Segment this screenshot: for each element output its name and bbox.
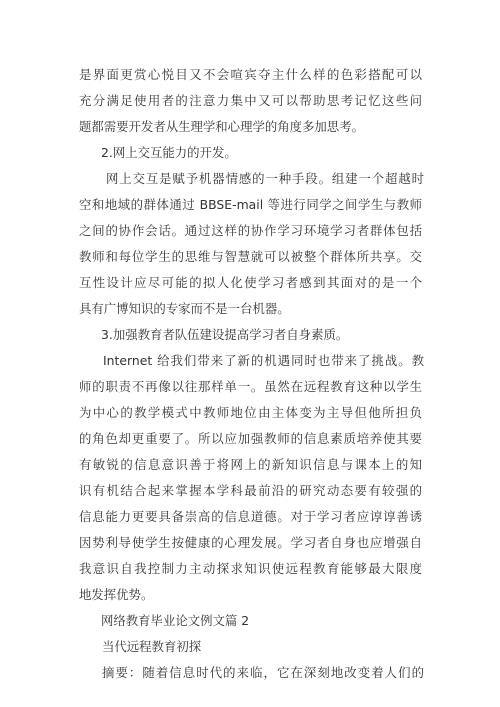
section-heading-3: 3.加强教育者队伍建设提高学习者自身素质。 (101, 327, 349, 342)
interaction-line-6: 具有广博知识的专家而不是一台机器。 (79, 301, 290, 316)
internet-line-9: 我意识自我控制力主动探求知识使远程教育能够最大限度 (79, 561, 422, 576)
internet-line-10: 地发挥优势。 (79, 587, 154, 602)
internet-line-8: 因势利导使学生按健康的心理发展。学习者自身也应增强自 (79, 535, 422, 550)
internet-line-5: 有敏锐的信息意识善于将网上的新知识信息与课本上的知 (79, 457, 422, 472)
interaction-line-1: 网上交互是赋予机器情感的一种手段。组建一个超越时 (106, 171, 424, 186)
abstract-line: 摘要：随着信息时代的来临，它在深刻地改变着人们的 (102, 665, 424, 680)
internet-line-7: 信息能力更要具备崇高的信息道德。对于学习者应谆谆善诱 (79, 509, 422, 524)
intro-line-2: 充分满足使用者的注意力集中又可以帮助思考记忆这些问 (79, 93, 422, 108)
interaction-line-5: 互性设计应尽可能的拟人化使学习者感到其面对的是一个 (79, 275, 422, 290)
internet-line-1: Internet 给我们带来了新的机遇同时也带来了挑战。教 (103, 353, 424, 368)
internet-line-3: 为中心的教学模式中教师地位由主体变为主导但他所担负 (79, 405, 422, 420)
article-title: 网络教育毕业论文例文篇 2 (101, 613, 250, 628)
section-heading-2: 2.网上交互能力的开发。 (101, 145, 237, 160)
interaction-line-4: 教师和每位学生的思维与智慧就可以被整个群体所共享。交 (79, 249, 422, 264)
interaction-line-3: 之间的协作会话。通过这样的协作学习环境学习者群体包括 (79, 223, 422, 238)
internet-line-4: 的角色却更重要了。所以应加强教师的信息素质培养使其要 (79, 431, 422, 446)
internet-line-6: 识有机结合起来掌握本学科最前沿的研究动态要有较强的 (79, 483, 422, 498)
intro-line-3: 题都需要开发者从生理学和心理学的角度多加思考。 (79, 119, 364, 134)
internet-line-2: 师的职责不再像以往那样单一。虽然在远程教育这种以学生 (79, 379, 422, 394)
article-subtitle: 当代远程教育初探 (102, 639, 202, 654)
intro-line-1: 是界面更赏心悦目又不会喧宾夺主什么样的色彩搭配可以 (79, 67, 422, 82)
interaction-line-2: 空和地域的群体通过 BBSE-mail 等进行同学之间学生与教师 (79, 197, 422, 212)
